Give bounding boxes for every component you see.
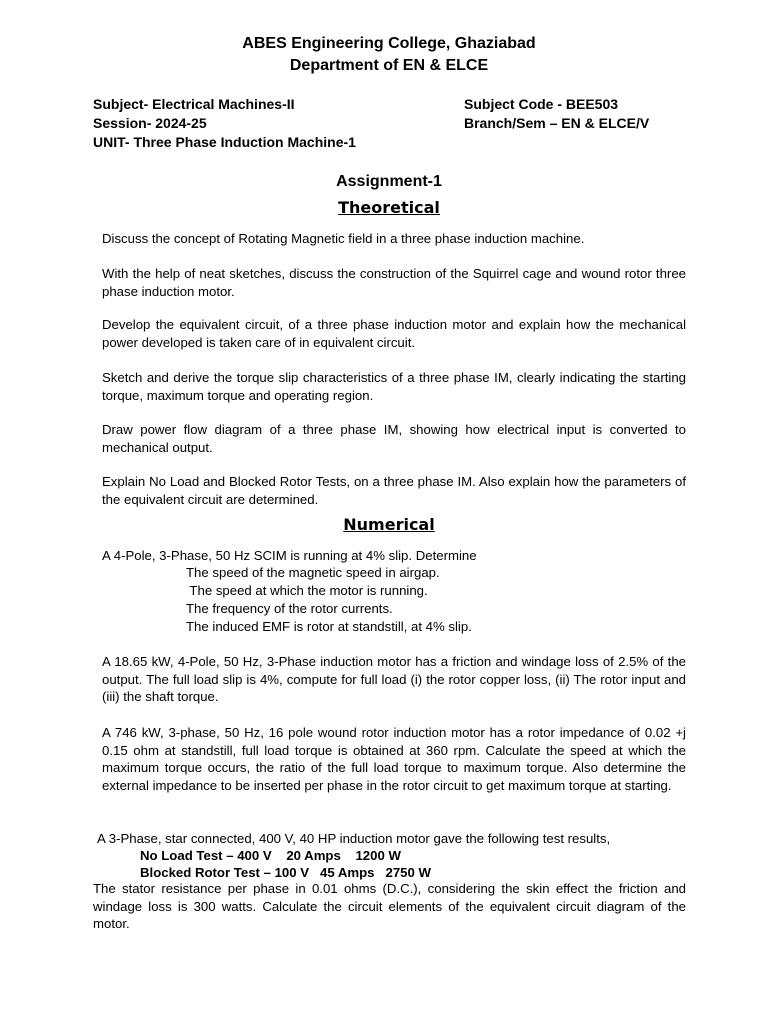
numerical-heading: Numerical [343, 515, 435, 534]
numerical-q1-intro: A 4-Pole, 3-Phase, 50 Hz SCIM is running at 4% slip. Determine [102, 548, 477, 563]
assignment-title: Assignment-1 [336, 173, 442, 190]
college-name: ABES Engineering College, Ghaziabad [242, 35, 536, 52]
numerical-q2: A 18.65 kW, 4-Pole, 50 Hz, 3-Phase induction motor has a friction and windage loss of 2.5% of the output. The full load slip is 4%, compute for full load (i) the rotor copper loss, (ii) The rotor input and (iii) the shaft torque. [102, 654, 686, 704]
department-name: Department of EN & ELCE [289, 57, 489, 74]
numerical-q1-part: The speed at which the motor is running. [186, 583, 428, 598]
blocked-rotor-test-line: Blocked Rotor Test – 100 V 45 Amps 2750 W [140, 865, 431, 880]
theory-question-5: Draw power flow diagram of a three phase IM, showing how electrical input is converted to mechanical output. [102, 422, 686, 455]
numerical-q4-body: The stator resistance per phase in 0.01 ohms (D.C.), considering the skin effect the friction and windage loss is 300 watts. Calculate the circuit elements of the equivalent circuit diagram of the motor. [93, 881, 686, 931]
numerical-q3: A 746 kW, 3-phase, 50 Hz, 16 pole wound rotor induction motor has a rotor impedance of 0.02 +j 0.15 ohm at standstill, full load torque is obtained at 360 rpm. Calculate the speed at which the maximum torque occurs, the ratio of the full load torque to maximum torque. Also determine the external impedance to be inserted per phase in the rotor circuit to get maximum torque at starting. [102, 725, 686, 793]
theoretical-heading: Theoretical [338, 198, 440, 217]
theory-question-3: Develop the equivalent circuit, of a three phase induction motor and explain how the mechanical power developed is taken care of in equivalent circuit. [102, 317, 686, 350]
theory-question-4: Sketch and derive the torque slip characteristics of a three phase IM, clearly indicating the starting torque, maximum torque and operating region. [102, 370, 686, 403]
numerical-q4-intro: A 3-Phase, star connected, 400 V, 40 HP induction motor gave the following test results, [97, 831, 611, 846]
unit-label: UNIT- Three Phase Induction Machine-1 [93, 134, 356, 150]
numerical-q1-part: The frequency of the rotor currents. [186, 601, 393, 616]
theory-question-6: Explain No Load and Blocked Rotor Tests, on a three phase IM. Also explain how the parameters of the equivalent circuit are determined. [102, 474, 686, 507]
branch-sem-label: Branch/Sem – EN & ELCE/V [464, 115, 650, 131]
no-load-test-line: No Load Test – 400 V 20 Amps 1200 W [140, 848, 401, 863]
subject-code-label: Subject Code - BEE503 [464, 96, 619, 112]
theory-question-1: Discuss the concept of Rotating Magnetic field in a three phase induction machine. [102, 231, 585, 246]
numerical-q1-part: The induced EMF is rotor at standstill, at 4% slip. [186, 619, 472, 634]
subject-label: Subject- Electrical Machines-II [93, 96, 295, 112]
theory-question-2: With the help of neat sketches, discuss the construction of the Squirrel cage and wound rotor three phase induction motor. [102, 266, 686, 299]
session-label: Session- 2024-25 [93, 115, 207, 131]
numerical-q1-part: The speed of the magnetic speed in airgap. [186, 565, 440, 580]
